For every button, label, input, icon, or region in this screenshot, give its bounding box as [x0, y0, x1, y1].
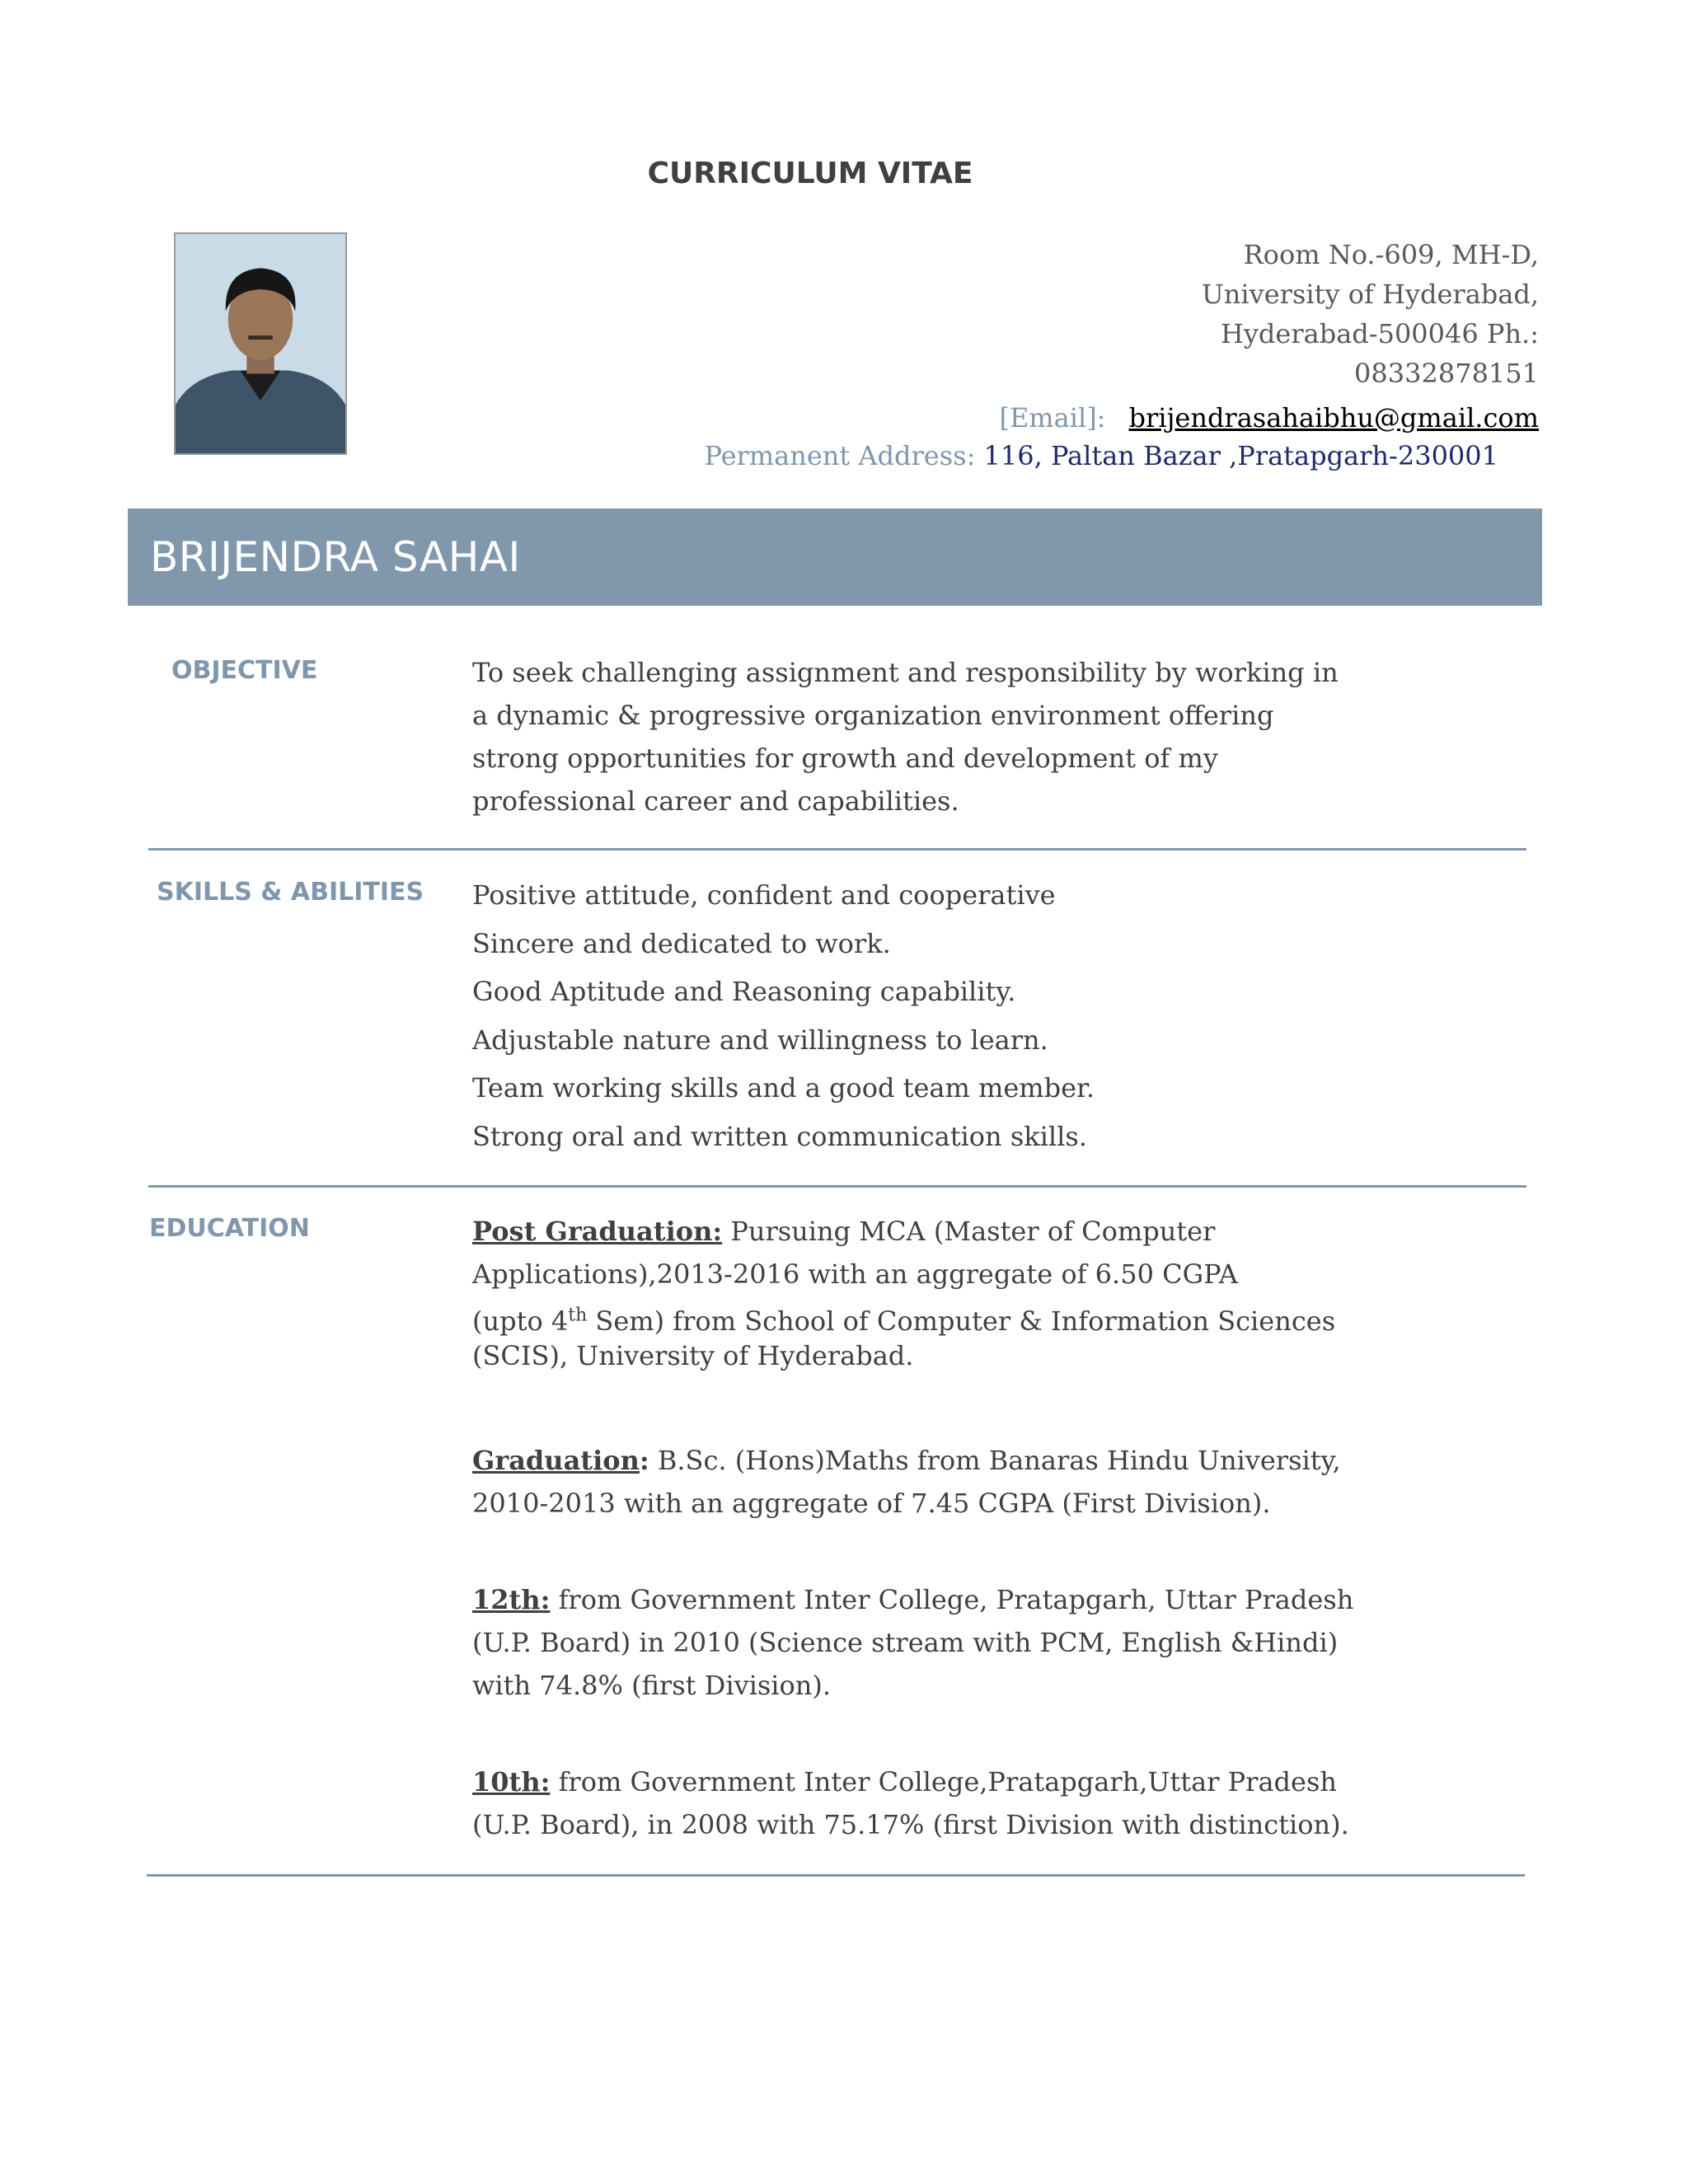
tenth-line	[472, 1760, 1362, 1803]
address-line-3: Hyderabad-500046 Ph.:	[1220, 318, 1539, 349]
address-line-1: Room No.-609, MH-D,	[1243, 239, 1539, 270]
skills-list	[472, 871, 1346, 1160]
twelfth-line: (U.P. Board) in 2010 (Science stream with PCM, English &Hindi)	[472, 1627, 1339, 1658]
email-label: [Email]:	[999, 402, 1106, 434]
post-graduation-entry	[472, 1210, 1362, 1373]
objective-line: a dynamic & progressive organization environment offering	[472, 700, 1274, 731]
objective-text	[472, 651, 1346, 823]
email-link[interactable]: brijendrasahaibhu@gmail.com	[1128, 402, 1539, 434]
address-line-2: University of Hyderabad,	[1201, 279, 1539, 310]
graduation-entry	[472, 1439, 1362, 1525]
objective-line: To seek challenging assignment and responsibility by working in	[472, 657, 1339, 688]
twelfth-entry	[472, 1578, 1362, 1707]
twelfth-line: with 74.8% (first Division).	[472, 1670, 832, 1701]
graduation-heading: Graduation	[472, 1445, 640, 1476]
phone-number: 08332878151	[1354, 358, 1539, 389]
section-divider	[148, 1185, 1526, 1188]
section-divider	[148, 848, 1526, 851]
skill-item: Adjustable nature and willingness to learn.	[472, 1024, 1048, 1056]
objective-line: professional career and capabilities.	[472, 785, 959, 817]
section-divider	[147, 1874, 1525, 1877]
post-graduation-line: (SCIS), University of Hyderabad.	[472, 1340, 914, 1371]
twelfth-line	[472, 1578, 1362, 1621]
post-graduation-line: (upto 4th Sem) from School of Computer & Information Sciences	[472, 1305, 1336, 1337]
graduation-text: B.Sc. (Hons)Maths from Banaras Hindu University,	[649, 1445, 1341, 1476]
name-banner	[128, 509, 1542, 606]
tenth-line: (U.P. Board), in 2008 with 75.17% (first Division with distinction).	[472, 1809, 1349, 1840]
post-graduation-text: Pursuing MCA (Master of Computer	[722, 1216, 1216, 1247]
skill-item: Good Aptitude and Reasoning capability.	[472, 976, 1016, 1007]
objective-line: strong opportunities for growth and development of my	[472, 743, 1218, 774]
candidate-name: BRIJENDRA SAHAI	[150, 533, 521, 581]
post-graduation-line	[472, 1210, 1362, 1253]
graduation-line: Graduation: B.Sc. (Hons)Maths from Banaras Hindu University,	[472, 1445, 1341, 1476]
skill-item: Positive attitude, confident and cooperative	[472, 879, 1056, 911]
skill-item: Sincere and dedicated to work.	[472, 927, 891, 959]
permanent-address-row	[704, 440, 1498, 471]
post-graduation-heading: Post Graduation:	[472, 1216, 723, 1247]
tenth-heading: 10th:	[472, 1766, 551, 1797]
twelfth-text: from Government Inter College, Pratapgarh, Uttar Pradesh	[550, 1584, 1354, 1615]
ordinal-suffix: th	[568, 1305, 588, 1326]
skill-item: Strong oral and written communication skills.	[472, 1120, 1087, 1152]
tenth-entry	[472, 1760, 1362, 1846]
tenth-text: from Government Inter College,Pratapgarh,Uttar Pradesh	[550, 1766, 1337, 1797]
objective-heading: OBJECTIVE	[171, 656, 318, 685]
skill-item: Team working skills and a good team member.	[472, 1072, 1095, 1104]
education-heading: EDUCATION	[149, 1214, 310, 1243]
profile-photo	[174, 232, 347, 455]
twelfth-heading: 12th:	[472, 1584, 551, 1615]
skills-heading: SKILLS & ABILITIES	[157, 878, 424, 907]
graduation-line: 2010-2013 with an aggregate of 7.45 CGPA (First Division).	[472, 1488, 1271, 1519]
document-title: CURRICULUM VITAE	[647, 157, 973, 190]
permanent-address-value: 116, Paltan Bazar ,Pratapgarh-230001	[983, 440, 1498, 471]
email-row	[999, 402, 1539, 434]
post-graduation-line: Applications),2013-2016 with an aggregate of 6.50 CGPA	[472, 1258, 1238, 1290]
permanent-address-label: Permanent Address:	[704, 440, 984, 471]
